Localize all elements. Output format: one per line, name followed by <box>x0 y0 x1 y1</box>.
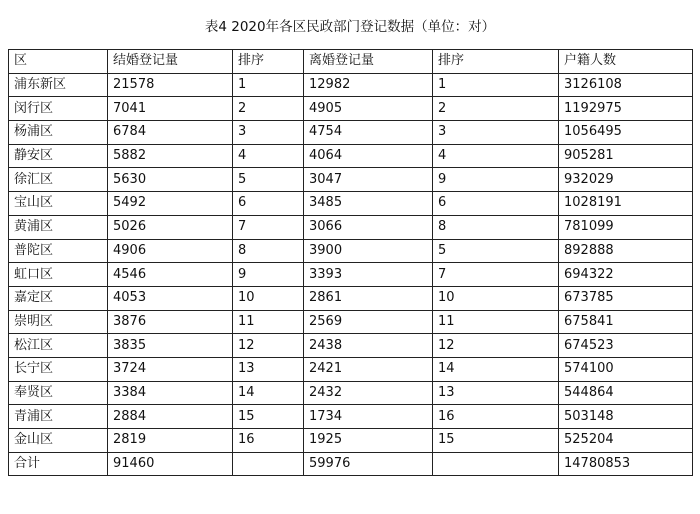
marriage-count-cell: 3876 <box>108 310 233 334</box>
marriage-count-cell: 4053 <box>108 286 233 310</box>
divorce-count-cell: 3485 <box>304 192 433 216</box>
divorce-rank-cell: 16 <box>433 405 559 429</box>
population-cell: 1192975 <box>559 97 693 121</box>
divorce-rank-cell: 10 <box>433 286 559 310</box>
divorce-count-cell: 4064 <box>304 144 433 168</box>
district-cell: 长宁区 <box>9 357 108 381</box>
population-cell: 574100 <box>559 357 693 381</box>
district-cell: 闵行区 <box>9 97 108 121</box>
marriage-rank-cell: 2 <box>233 97 304 121</box>
divorce-rank-cell <box>433 452 559 476</box>
district-cell: 普陀区 <box>9 239 108 263</box>
district-cell: 金山区 <box>9 429 108 453</box>
table-row <box>9 73 693 97</box>
divorce-rank-cell: 8 <box>433 215 559 239</box>
marriage-rank-cell: 1 <box>233 73 304 97</box>
population-cell: 503148 <box>559 405 693 429</box>
table-row <box>9 168 693 192</box>
marriage-count-cell: 6784 <box>108 121 233 145</box>
marriage-count-cell: 2884 <box>108 405 233 429</box>
population-cell: 673785 <box>559 286 693 310</box>
table-row <box>9 381 693 405</box>
table-row <box>9 405 693 429</box>
divorce-count-cell: 4754 <box>304 121 433 145</box>
marriage-count-cell: 5026 <box>108 215 233 239</box>
divorce-count-cell: 59976 <box>304 452 433 476</box>
divorce-rank-cell: 6 <box>433 192 559 216</box>
divorce-count-cell: 3393 <box>304 263 433 287</box>
marriage-rank-cell <box>233 452 304 476</box>
table-row <box>9 286 693 310</box>
marriage-rank-cell: 8 <box>233 239 304 263</box>
table-row <box>9 144 693 168</box>
marriage-count-cell: 5630 <box>108 168 233 192</box>
table-row <box>9 215 693 239</box>
district-cell: 杨浦区 <box>9 121 108 145</box>
district-cell: 崇明区 <box>9 310 108 334</box>
population-cell: 1028191 <box>559 192 693 216</box>
divorce-rank-cell: 11 <box>433 310 559 334</box>
district-cell: 浦东新区 <box>9 73 108 97</box>
divorce-rank-cell: 2 <box>433 97 559 121</box>
divorce-count-cell: 1734 <box>304 405 433 429</box>
population-cell: 674523 <box>559 334 693 358</box>
divorce-rank-cell: 4 <box>433 144 559 168</box>
district-cell: 宝山区 <box>9 192 108 216</box>
divorce-rank-cell: 7 <box>433 263 559 287</box>
header-divorce-rank: 排序 <box>433 50 559 74</box>
table-row <box>9 192 693 216</box>
population-cell: 905281 <box>559 144 693 168</box>
marriage-count-cell: 4906 <box>108 239 233 263</box>
divorce-count-cell: 3066 <box>304 215 433 239</box>
divorce-count-cell: 2569 <box>304 310 433 334</box>
marriage-rank-cell: 3 <box>233 121 304 145</box>
district-cell: 奉贤区 <box>9 381 108 405</box>
divorce-count-cell: 2421 <box>304 357 433 381</box>
population-cell: 3126108 <box>559 73 693 97</box>
divorce-rank-cell: 12 <box>433 334 559 358</box>
divorce-count-cell: 2438 <box>304 334 433 358</box>
district-cell: 虹口区 <box>9 263 108 287</box>
population-cell: 544864 <box>559 381 693 405</box>
population-cell: 932029 <box>559 168 693 192</box>
district-cell: 嘉定区 <box>9 286 108 310</box>
marriage-count-cell: 4546 <box>108 263 233 287</box>
divorce-count-cell: 3900 <box>304 239 433 263</box>
divorce-count-cell: 2432 <box>304 381 433 405</box>
header-divorce-count: 离婚登记量 <box>304 50 433 74</box>
district-cell: 静安区 <box>9 144 108 168</box>
table-row <box>9 97 693 121</box>
population-cell: 892888 <box>559 239 693 263</box>
marriage-count-cell: 7041 <box>108 97 233 121</box>
table-row <box>9 357 693 381</box>
header-district: 区 <box>9 50 108 74</box>
district-cell: 青浦区 <box>9 405 108 429</box>
marriage-count-cell: 3724 <box>108 357 233 381</box>
marriage-rank-cell: 13 <box>233 357 304 381</box>
header-marriage-count: 结婚登记量 <box>108 50 233 74</box>
divorce-count-cell: 2861 <box>304 286 433 310</box>
marriage-count-cell: 2819 <box>108 429 233 453</box>
district-cell: 徐汇区 <box>9 168 108 192</box>
divorce-rank-cell: 1 <box>433 73 559 97</box>
marriage-rank-cell: 10 <box>233 286 304 310</box>
district-cell: 黄浦区 <box>9 215 108 239</box>
header-row <box>9 50 693 74</box>
district-cell: 松江区 <box>9 334 108 358</box>
divorce-rank-cell: 13 <box>433 381 559 405</box>
divorce-rank-cell: 3 <box>433 121 559 145</box>
marriage-rank-cell: 12 <box>233 334 304 358</box>
population-cell: 694322 <box>559 263 693 287</box>
marriage-rank-cell: 5 <box>233 168 304 192</box>
marriage-count-cell: 91460 <box>108 452 233 476</box>
population-cell: 781099 <box>559 215 693 239</box>
table-row <box>9 310 693 334</box>
marriage-count-cell: 3384 <box>108 381 233 405</box>
divorce-rank-cell: 15 <box>433 429 559 453</box>
marriage-rank-cell: 15 <box>233 405 304 429</box>
marriage-count-cell: 21578 <box>108 73 233 97</box>
table-row <box>9 121 693 145</box>
divorce-count-cell: 12982 <box>304 73 433 97</box>
marriage-count-cell: 5492 <box>108 192 233 216</box>
marriage-rank-cell: 6 <box>233 192 304 216</box>
divorce-count-cell: 1925 <box>304 429 433 453</box>
table-row <box>9 429 693 453</box>
marriage-count-cell: 5882 <box>108 144 233 168</box>
table-caption: 表4 2020年各区民政部门登记数据（单位：对） <box>204 19 496 35</box>
table-row <box>9 334 693 358</box>
total-row <box>9 452 693 476</box>
population-cell: 525204 <box>559 429 693 453</box>
marriage-rank-cell: 14 <box>233 381 304 405</box>
table-row <box>9 239 693 263</box>
divorce-count-cell: 3047 <box>304 168 433 192</box>
divorce-rank-cell: 9 <box>433 168 559 192</box>
marriage-count-cell: 3835 <box>108 334 233 358</box>
divorce-rank-cell: 5 <box>433 239 559 263</box>
divorce-count-cell: 4905 <box>304 97 433 121</box>
header-marriage-rank: 排序 <box>233 50 304 74</box>
population-cell: 675841 <box>559 310 693 334</box>
table-row <box>9 263 693 287</box>
registration-table <box>8 49 693 476</box>
marriage-rank-cell: 4 <box>233 144 304 168</box>
population-cell: 1056495 <box>559 121 693 145</box>
marriage-rank-cell: 16 <box>233 429 304 453</box>
district-cell: 合计 <box>9 452 108 476</box>
header-registered-population: 户籍人数 <box>559 50 693 74</box>
population-cell: 14780853 <box>559 452 693 476</box>
marriage-rank-cell: 7 <box>233 215 304 239</box>
divorce-rank-cell: 14 <box>433 357 559 381</box>
marriage-rank-cell: 9 <box>233 263 304 287</box>
marriage-rank-cell: 11 <box>233 310 304 334</box>
